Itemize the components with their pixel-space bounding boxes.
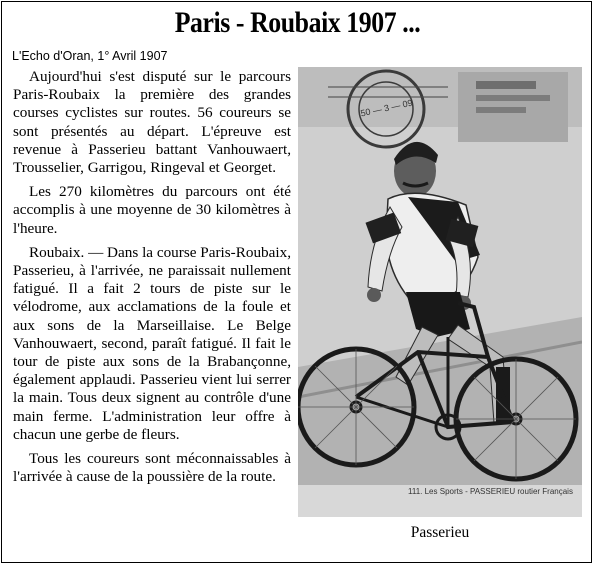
paragraph: Aujourd'hui s'est disputé sur le parcours Paris-Roubaix la première des grandes courses cyclistes sur routes. 56 coureurs se sont présentés au départ. L'épreuve est revenue à Passerieu battant Vanhouwaert, Trousselier, Garrigou, Ringeval et Georget. [13,68,291,177]
cyclist-illustration [298,67,582,517]
postmark-text: 50 — 3 — 09 [359,97,414,119]
source-line: L'Echo d'Oran, 1° Avril 1907 [12,49,168,63]
cyclist-photograph [298,67,582,517]
postcard-caption: 111. Les Sports - PASSERIEU routier Français [408,487,573,496]
headline: Paris - Roubaix 1907 ... [174,6,421,39]
paragraph: Les 270 kilomètres du parcours ont été accomplis à une moyenne de 30 kilomètres à l'heure. [13,183,291,237]
photo-caption: Passerieu [410,524,470,541]
article-body [13,68,291,492]
paragraph: Roubaix. — Dans la course Paris-Roubaix, Passerieu, à l'arrivée, ne paraissait nullement fatigué. Il a fait 2 tours de piste sur le vélodrome, aux acclamations de la foule et aux sons de la Marseillaise. Le Belge Vanhouwaert, second, paraît fatigué. Il fait le tour de piste aux sons de la Brabançonne, également applaudi. Passerieu vient lui serrer la main. Tous deux signent au contrôle d'une main ferme. L'administration leur offre à chacun une gerbe de fleurs. [13,243,291,443]
paragraph: Tous les coureurs sont méconnaissables à l'arrivée à cause de la poussière de la route. [13,450,291,486]
